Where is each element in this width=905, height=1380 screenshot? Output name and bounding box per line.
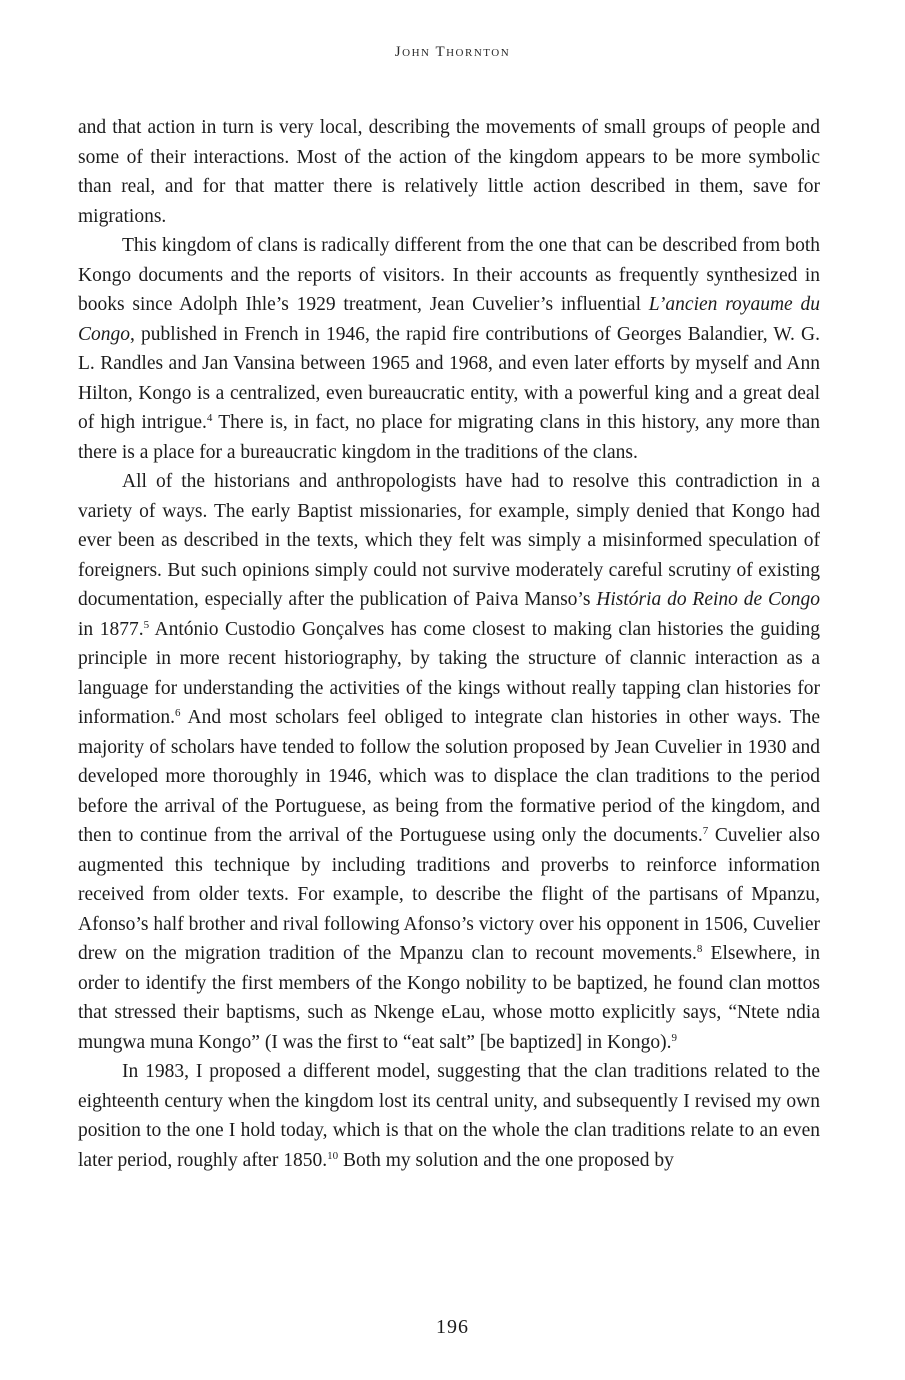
footnote-ref: 5 [143,618,150,631]
body-text [78,113,820,1175]
italic-title: História do Reino de Congo [596,589,820,610]
text-run: This kingdom of clans is radically different from the one that can be described from both Kongo documents and the reports of visitors. In their accounts as frequently synthesized in books since Adolph Ihle’s 1929 treatment, Jean Cuvelier’s influential [78,235,820,315]
text-run: In 1983, I proposed a different model, suggesting that the clan traditions related to the eighteenth century when the kingdom lost its central unity, and subsequently I revised my own position to the one I hold today, which is that on the whole the clan traditions relate to an even later period, roughly after 1850. [78,1061,820,1171]
footnote-ref: 9 [671,1031,677,1044]
text-run: Both my solution and the one proposed by [338,1149,674,1171]
text-run: in 1877. [78,618,144,640]
paragraph [78,467,820,1057]
text-run: and that action in turn is very local, describing the movements of small groups of people and some of their interactions. Most of the action of the kingdom appears to be more symbolic than real, and for that matter there is relatively little action described in them, save for migrations. [78,117,820,227]
running-head: John Thornton [394,44,511,60]
text-run: , published in French in 1946, the rapid fire contributions of Georges Balandier, W. G. L. Randles and Jan Vansina between 1965 and 1968, and even later efforts by myself and Ann Hilton, Kongo is a centralized, even bureaucratic entity, with a powerful king and a great deal of high intrigue. [78,323,820,433]
italic-title: L’ancien royaume du Congo [78,294,820,345]
paragraph [78,231,820,467]
paragraph [78,1057,820,1175]
text-run: António Custodio Gonçalves has come closest to making clan histories the guiding principle in more recent historiography, by taking the structure of clannic interaction as a language for understanding the activities of the kings without really tapping clan histories for information. [78,618,820,728]
page-number: 196 [436,1316,469,1338]
paragraph [78,113,820,231]
footnote-ref: 8 [696,943,703,955]
footnote-ref: 4 [206,412,213,424]
footnote-ref: 10 [327,1149,339,1162]
footnote-ref: 7 [702,825,709,837]
text-run: And most scholars feel obliged to integrate clan histories in other ways. The majority of scholars have tended to follow the solution proposed by Jean Cuvelier in 1930 and developed more thoroughly in 1946, which was to displace the clan traditions to the period before the arrival of the Portuguese, as being from the formative period of the kingdom, and then to continue from the arrival of the Portuguese using only the documents. [78,707,820,846]
footnote-ref: 6 [174,707,181,719]
text-run: There is, in fact, no place for migrating clans in this history, any more than there is a place for a bureaucratic kingdom in the traditions of the clans. [78,412,820,463]
text-run: Elsewhere, in order to identify the first members of the Kongo nobility to be baptized, he found clan mottos that stressed their baptisms, such as Nkenge eLau, whose motto explicitly says, “Ntete ndia mungwa muna Kongo” (I was the first to “eat salt” [be baptized] in Kongo). [78,943,820,1053]
text-run: All of the historians and anthropologists have had to resolve this contradiction in a variety of ways. The early Baptist missionaries, for example, simply denied that Kongo had ever been as described in the texts, which they felt was simply a misinformed speculation of foreigners. But such opinions simply could not survive moderately careful scrutiny of existing documentation, especially after the publication of Paiva Manso’s [78,471,820,610]
text-run: Cuvelier also augmented this technique by including traditions and proverbs to reinforce information received from older texts. For example, to describe the flight of the partisans of Mpanzu, Afonso’s half brother and rival following Afonso’s victory over his opponent in 1506, Cuvelier drew on the migration tradition of the Mpanzu clan to recount movements. [78,825,821,964]
